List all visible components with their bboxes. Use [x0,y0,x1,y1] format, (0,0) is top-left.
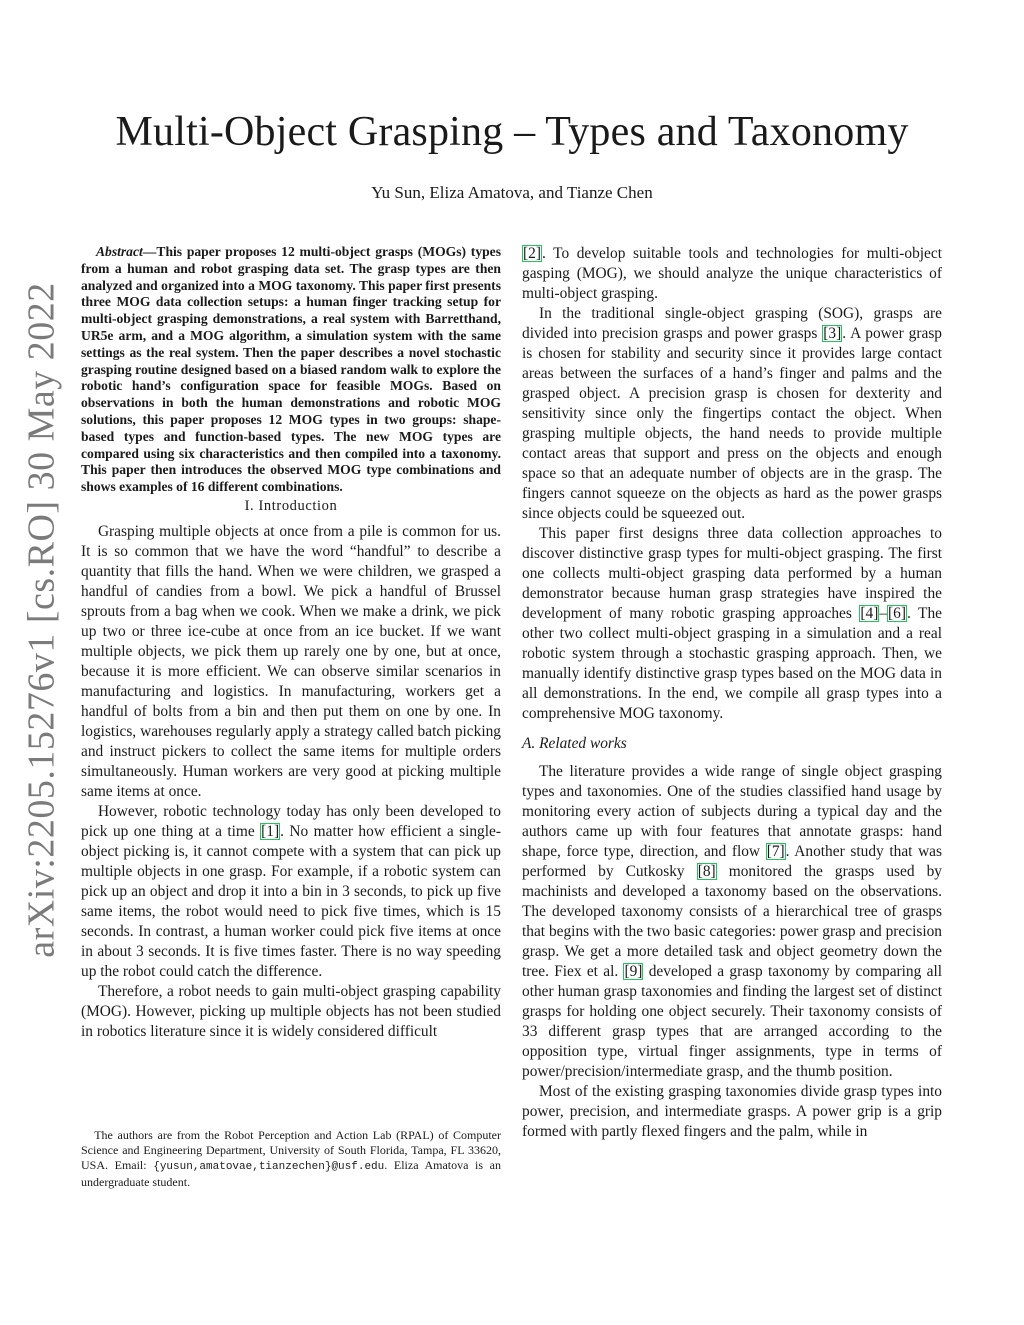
related-paragraph-1: The literature provides a wide range of single object grasping types and taxonomies. One of the studies classified hand usage by monitoring every action of subjects during a typical day and the authors came up with four features that annotate grasps: hand shape, force type, direction, and flow [7]. Another study that was performed by Cutkosky [8] monitored the grasps used by machinists and developed a taxonomy based on the observations. The developed taxonomy consists of a hierarchical tree of grasps that begins with the two basic categories: power grasp and precision grasp. We get a more detailed task and object geometry down the tree. Fiex et al. [9] developed a grasp taxonomy by comparing all other human grasp taxonomies and finding the largest set of distinct grasps for holding one object securely. Their taxonomy consists of 33 different grasp types that are arranged according to the opposition type, virtual finger assignments, type in terms of power/precision/intermediate grasp, and the thumb position. [522,763,943,1080]
abstract-label: Abstract [95,244,143,259]
citation-link-9[interactable]: [9] [624,963,643,980]
paper-title: Multi-Object Grasping – Types and Taxonomy [115,109,909,155]
intro-paragraph-3-continued: [2]. To develop suitable tools and technologies for multi-object gasping (MOG), we should analyze the unique characteristics of multi-object grasping. [522,245,942,302]
intro-paragraph-3: Therefore, a robot needs to gain multi-object grasping capability (MOG). However, picking up multiple objects has not been studied in robotics literature since it is widely considered difficult [81,982,501,1040]
arxiv-identifier-text: arXiv:2205.15276v1 [cs.RO] 30 May 2022 [21,282,64,958]
intro-paragraph-1: Grasping multiple objects at once from a pile is common for us. It is so common that we have the word “handful” to describe a quantity that fills the hand. When we were children, we grasped a handful of candies from a bowl. We pick a handful of Brussel sprouts from a bag when we cook. When we make a drink, we pick up two or three ice-cube at once from an ice bucket. If we want multiple objects, we pick them up rarely one by one, but at once, because it is more efficient. We can observe similar scenarios in manufacturing and logistics. In manufacturing, workers get a handful of bolts from a bin and then put them on one by one. In logistics, warehouses regularly apply a strategy called batch picking and instruct pickers to collect the same items for multiple orders simultaneously. Human workers are very good at picking multiple same items at once. [81,522,501,800]
citation-link-1[interactable]: [1] [261,822,280,840]
paper-authors: Yu Sun, Eliza Amatova, and Tianze Chen [371,183,653,202]
section-heading-introduction: I. Introduction [244,497,338,514]
intro-paragraph-2: However, robotic technology today has only been developed to pick up one thing at a time [1]. No matter how efficient a single-object picking is, it cannot compete with a system that can pick up multiple objects in one grasp. For example, if a robotic system can pick up an object and drop it into a bin in 3 seconds, to pick up five same items, the robot would need to pick five times, which is 15 seconds. In contrast, a human worker could pick five items at once in about 3 seconds. It is five times faster. There is no way speeding up the robot could catch the difference. [81,802,501,980]
subsection-heading-related-works: A. Related works [522,735,627,752]
abstract [81,244,501,496]
citation-link-7[interactable]: [7] [766,843,785,860]
citation-link-3[interactable]: [3] [823,325,842,342]
abstract-text: —This paper proposes 12 multi-object grasps (MOGs) types from a human and robot grasping data set. The grasp types are then analyzed and organized into a MOG taxonomy. This paper first presents three MOG data collection setups: a human finger tracking setup for multi-object grasping demonstrations, a real system with Barretthand, UR5e arm, and a MOG algorithm, a simulation system with the same settings as the real system. Then the paper describes a novel stochastic grasping routine designed based on a biased random walk to explore the robotic hand’s configuration space for feasible MOGs. Based on observations in both the human demonstrations and robotic MOG solutions, this paper proposes 12 MOG types in two groups: shape-based types and function-based types. The new MOG types are compared using six characteristics and then compiled into a taxonomy. This paper then introduces the observed MOG type combinations and shows examples of 16 different combinations. [81,244,501,495]
intro-paragraph-5: This paper first designs three data collection approaches to discover distinctive grasp types for multi-object grasping. The first one collects multi-object grasping data performed by a human demonstrator because human grasp strategies have inspired the development of many robotic grasping approaches [4]–[6]. The other two collect multi-object grasping in a simulation and a real robotic system through a stochastic grasping approach. Then, we manually identify distinctive grasp types based on the MOG data in all demonstrations. In the end, we compile all grasp types into a comprehensive MOG taxonomy. [522,525,942,722]
related-paragraph-2: Most of the existing grasping taxonomies divide grasp types into power, precision, and intermediate grasps. A power grip is a grip formed with partly flexed fingers and the palm, while in [522,1083,942,1140]
left-column [81,244,501,1042]
citation-link-8[interactable]: [8] [697,863,716,880]
right-column [522,244,942,1142]
intro-paragraph-4: In the traditional single-object grasping (SOG), grasps are divided into precision grasps and power grasps [3]. A power grasp is chosen for stability and security since it provides large contact areas between the surfaces of a hand’s finger and palms and the grasped object. A precision grasp is chosen for dexterity and sensitivity since only the fingertips contact the object. When grasping multiple objects, the hand needs to provide multiple contact areas that support and press on the objects and enough space so that an adequate number of objects are in the grasp. The fingers cannot squeeze on the objects as hard as the power grasps since objects could be squeezed out. [522,305,942,522]
arxiv-identifier [20,282,64,958]
affiliation-footnote: The authors are from the Robot Perception and Action Lab (RPAL) of Computer Science and Engineering Department, University of South Florida, Tampa, FL 33620, USA. Email: {yusun,amatovae,tianzechen}@usf.edu. Eliza Amatova is an undergraduate student. [81,1128,501,1189]
citation-link-4[interactable]: [4] [860,605,879,622]
citation-link-2[interactable]: [2] [523,245,541,262]
author-emails: {yusun,amatovae,tianzechen}@usf.edu [153,1161,385,1173]
citation-link-6[interactable]: [6] [888,605,906,622]
